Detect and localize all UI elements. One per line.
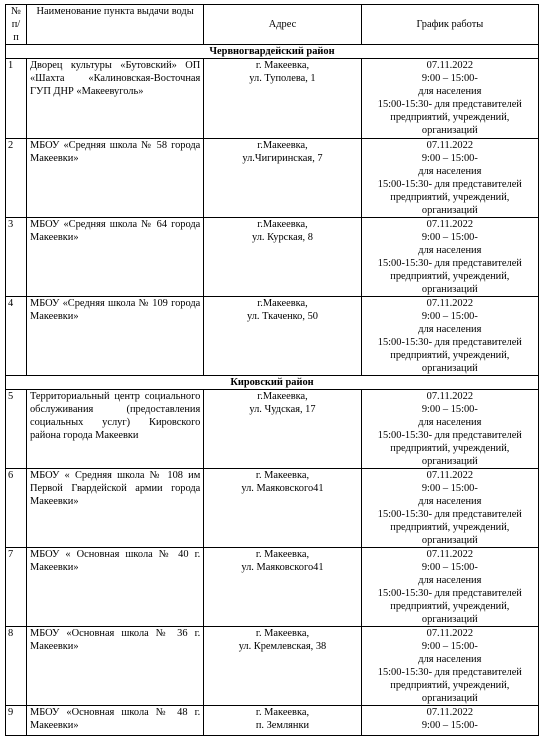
schedule-date: 07.11.2022 <box>426 219 474 230</box>
row-schedule <box>361 469 538 548</box>
schedule-representatives: 15:00-15:30- для представителей <box>377 667 522 678</box>
row-address <box>204 297 361 376</box>
address-city: г. Макеевка, <box>255 707 310 718</box>
schedule-enterprises: предприятий, учреждений, <box>390 350 510 361</box>
district-row <box>6 376 539 390</box>
row-schedule <box>361 548 538 627</box>
row-name: МБОУ « Основная школа № 40 г. Макеевки» <box>26 548 203 627</box>
schedule-enterprises: предприятий, учреждений, <box>390 680 510 691</box>
row-schedule <box>361 59 538 139</box>
row-number: 3 <box>6 218 27 297</box>
schedule-date: 07.11.2022 <box>426 391 474 402</box>
row-name: МБОУ «Средняя школа № 109 города Макеевки» <box>26 297 203 376</box>
address-street: ул. Туполева, 1 <box>249 73 316 84</box>
row-schedule <box>361 139 538 218</box>
row-name: Территориальный центр социального обслуживания (предоставления социальных услуг) Кировского района города Макеевки <box>26 390 203 469</box>
schedule-organizations: организаций <box>421 614 478 625</box>
district-title: Кировский район <box>6 376 539 390</box>
row-number: 4 <box>6 297 27 376</box>
address-street: ул. Ткаченко, 50 <box>246 311 318 322</box>
address-city: г. Макеевка, <box>255 60 310 71</box>
schedule-organizations: организаций <box>421 284 478 295</box>
table-row <box>6 390 539 469</box>
schedule-organizations: организаций <box>421 363 478 374</box>
schedule-representatives: 15:00-15:30- для представителей <box>377 258 522 269</box>
row-address <box>204 627 361 706</box>
row-address <box>204 390 361 469</box>
row-schedule <box>361 390 538 469</box>
schedule-population: для населения <box>418 324 482 335</box>
row-address <box>204 218 361 297</box>
header-schedule: График работы <box>361 5 538 45</box>
table-row <box>6 627 539 706</box>
schedule-representatives: 15:00-15:30- для представителей <box>377 430 522 441</box>
schedule-hours: 9:00 – 15:00- <box>421 311 478 322</box>
address-city: г.Макеевка, <box>257 219 308 230</box>
schedule-date: 07.11.2022 <box>426 707 474 718</box>
row-address <box>204 139 361 218</box>
address-street: ул. Курская, 8 <box>251 232 313 243</box>
schedule-enterprises: предприятий, учреждений, <box>390 112 510 123</box>
table-row <box>6 469 539 548</box>
schedule-hours: 9:00 – 15:00- <box>421 153 478 164</box>
table-row <box>6 548 539 627</box>
address-street: ул. Кремлевская, 38 <box>238 641 327 652</box>
address-street: ул. Маяковского41 <box>241 562 324 573</box>
address-street: ул. Чудская, 17 <box>249 404 316 415</box>
schedule-hours: 9:00 – 15:00- <box>421 562 478 573</box>
schedule-hours: 9:00 – 15:00- <box>421 641 478 652</box>
address-city: г. Макеевка, <box>255 549 310 560</box>
schedule-population: для населения <box>418 654 482 665</box>
schedule-population: для населения <box>418 417 482 428</box>
schedule-organizations: организаций <box>421 456 478 467</box>
schedule-enterprises: предприятий, учреждений, <box>390 271 510 282</box>
schedule-date: 07.11.2022 <box>426 140 474 151</box>
header-name: Наименование пункта выдачи воды <box>26 5 203 45</box>
row-number: 2 <box>6 139 27 218</box>
row-name: МБОУ «Основная школа № 48 г. Макеевки» <box>26 706 203 736</box>
schedule-hours: 9:00 – 15:00- <box>421 73 478 84</box>
row-number: 1 <box>6 59 27 139</box>
table-row <box>6 706 539 736</box>
address-city: г. Макеевка, <box>255 470 310 481</box>
schedule-hours: 9:00 – 15:00- <box>421 404 478 415</box>
row-address <box>204 706 361 736</box>
schedule-hours: 9:00 – 15:00- <box>421 720 478 731</box>
row-number: 5 <box>6 390 27 469</box>
address-city: г.Макеевка, <box>257 298 308 309</box>
schedule-enterprises: предприятий, учреждений, <box>390 601 510 612</box>
schedule-representatives: 15:00-15:30- для представителей <box>377 99 522 110</box>
schedule-representatives: 15:00-15:30- для представителей <box>377 337 522 348</box>
schedule-enterprises: предприятий, учреждений, <box>390 443 510 454</box>
row-number: 9 <box>6 706 27 736</box>
schedule-representatives: 15:00-15:30- для представителей <box>377 179 522 190</box>
row-name: МБОУ «Средняя школа № 64 города Макеевки» <box>26 218 203 297</box>
address-city: г.Макеевка, <box>257 391 308 402</box>
schedule-organizations: организаций <box>421 205 478 216</box>
row-schedule <box>361 218 538 297</box>
schedule-organizations: организаций <box>421 693 478 704</box>
row-address <box>204 59 361 139</box>
table-row <box>6 297 539 376</box>
schedule-enterprises: предприятий, учреждений, <box>390 522 510 533</box>
address-street: п. Землянки <box>255 720 310 731</box>
water-distribution-table <box>5 4 539 736</box>
address-city: г. Макеевка, <box>255 628 310 639</box>
schedule-date: 07.11.2022 <box>426 60 474 71</box>
row-number: 8 <box>6 627 27 706</box>
schedule-date: 07.11.2022 <box>426 628 474 639</box>
schedule-population: для населения <box>418 166 482 177</box>
schedule-organizations: организаций <box>421 535 478 546</box>
schedule-population: для населения <box>418 245 482 256</box>
row-schedule <box>361 706 538 736</box>
row-name: МБОУ « Средняя школа № 108 им Первой Гвардейской армии города Макеевки» <box>26 469 203 548</box>
schedule-population: для населения <box>418 496 482 507</box>
row-address <box>204 548 361 627</box>
table-row <box>6 59 539 139</box>
address-street: ул. Маяковского41 <box>241 483 324 494</box>
row-name: МБОУ «Основная школа № 36 г. Макеевки» <box>26 627 203 706</box>
schedule-hours: 9:00 – 15:00- <box>421 483 478 494</box>
schedule-organizations: организаций <box>421 125 478 136</box>
table-row <box>6 218 539 297</box>
row-address <box>204 469 361 548</box>
address-street: ул.Чигиринская, 7 <box>242 153 323 164</box>
header-address: Адрес <box>204 5 361 45</box>
table-row <box>6 139 539 218</box>
row-number: 6 <box>6 469 27 548</box>
row-name: Дворец культуры «Бутовский» ОП «Шахта «Калиновская-Восточная ГУП ДНР «Макеевуголь» <box>26 59 203 139</box>
address-city: г.Макеевка, <box>257 140 308 151</box>
header-num: № п/п <box>6 5 27 45</box>
table-header-row <box>6 5 539 45</box>
schedule-representatives: 15:00-15:30- для представителей <box>377 588 522 599</box>
schedule-date: 07.11.2022 <box>426 298 474 309</box>
row-schedule <box>361 627 538 706</box>
district-title: Червногвардейский район <box>6 45 539 59</box>
schedule-population: для населения <box>418 575 482 586</box>
schedule-hours: 9:00 – 15:00- <box>421 232 478 243</box>
row-schedule <box>361 297 538 376</box>
schedule-date: 07.11.2022 <box>426 549 474 560</box>
schedule-enterprises: предприятий, учреждений, <box>390 192 510 203</box>
row-name: МБОУ «Средняя школа № 58 города Макеевки» <box>26 139 203 218</box>
schedule-date: 07.11.2022 <box>426 470 474 481</box>
district-row <box>6 45 539 59</box>
schedule-representatives: 15:00-15:30- для представителей <box>377 509 522 520</box>
row-number: 7 <box>6 548 27 627</box>
schedule-population: для населения <box>418 86 482 97</box>
